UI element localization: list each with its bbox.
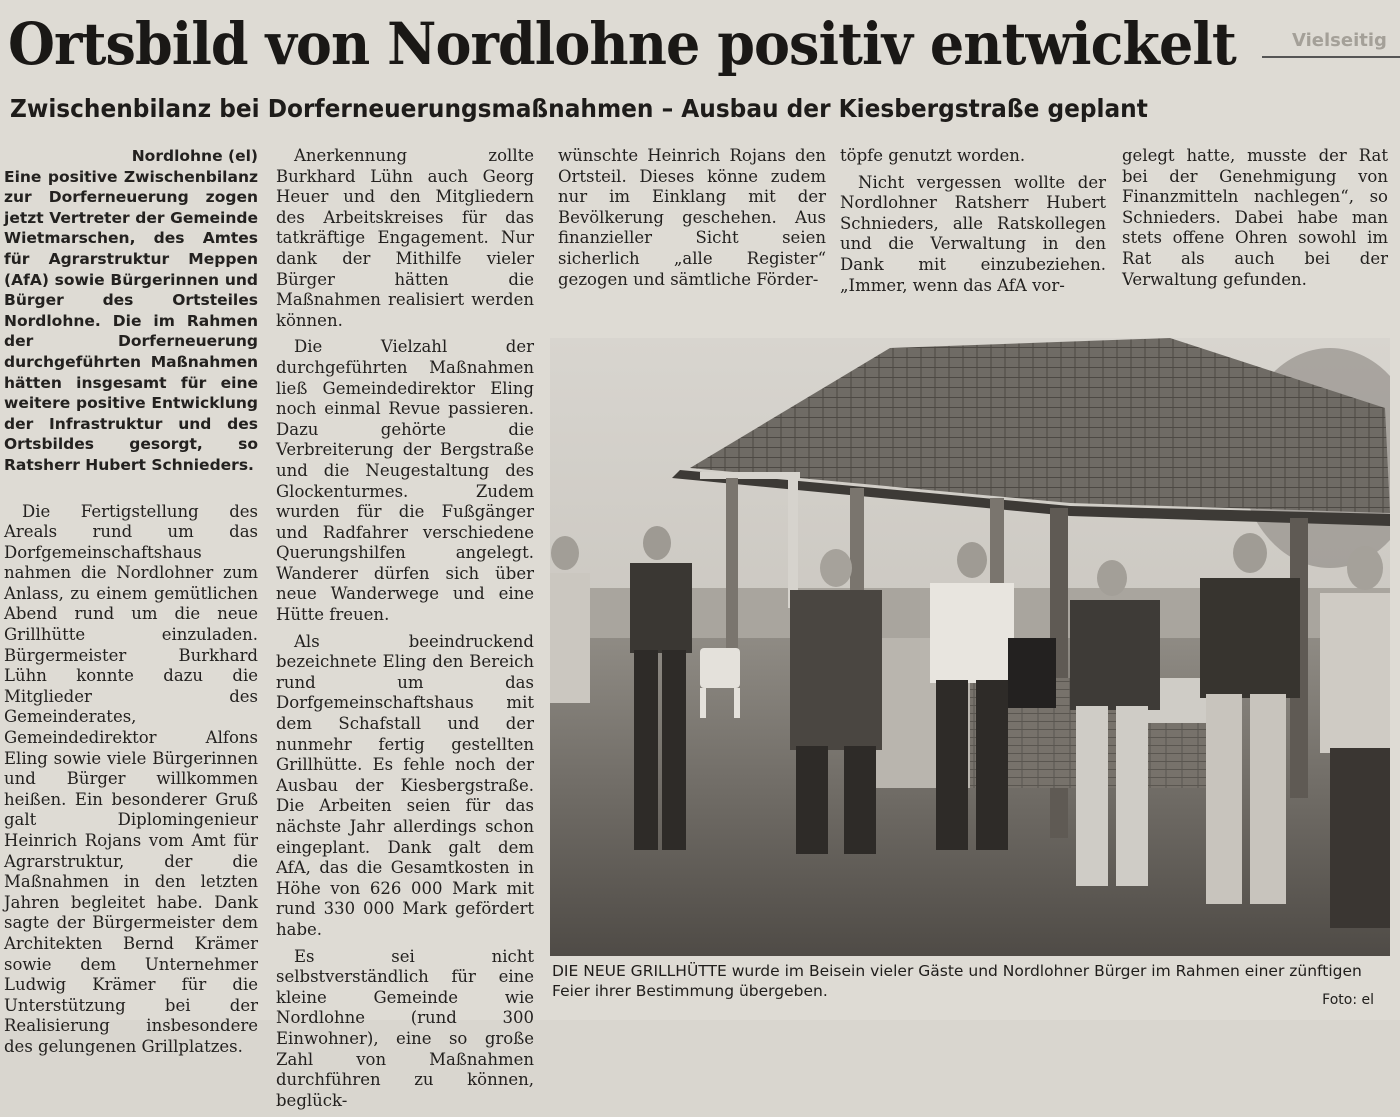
article-column-1 bbox=[4, 146, 258, 1064]
article-column-4 bbox=[840, 146, 1106, 302]
adjacent-article-label: Vielseitig bbox=[1292, 30, 1387, 51]
photo-illustration bbox=[550, 338, 1390, 956]
article-paragraph: Die Vielzahl der durchgeführten Maßnahmen ließ Gemeindedirektor Eling noch einmal Revue passieren. Dazu gehörte die Verbreiterung der Bergstraße und die Neugestaltung des Glockenturmes. Zudem wurden für die Fußgänger und Radfahrer verschiedene Querungshilfen angelegt. Wanderer dürfen sich über neue Wanderwege und eine Hütte freuen. bbox=[276, 337, 534, 625]
article-paragraph: wünschte Heinrich Rojans den Ortsteil. Dieses könne zudem nur im Einklang mit der Bevölkerung geschehen. Aus finanzieller Sicht seien sicherlich „alle Register“ gezogen und sämtliche Förder- bbox=[558, 146, 826, 289]
caption-text: wurde im Beisein vieler Gäste und Nordlohner Bürger im Rahmen einer zünftigen Feier ihrer Bestimmung übergeben. bbox=[552, 962, 1362, 1000]
article-paragraph: Nicht vergessen wollte der Nordlohner Ratsherr Hubert Schnieders, alle Ratskollegen und die Verwaltung in den Dank mit einzubeziehen. „Immer, wenn das AfA vor- bbox=[840, 172, 1106, 295]
caption-lead-in: DIE NEUE GRILLHÜTTE bbox=[552, 962, 727, 980]
article-headline: Ortsbild von Nordlohne positiv entwickelt bbox=[8, 10, 1236, 78]
photo-credit: Foto: el bbox=[1322, 992, 1374, 1008]
photo-caption bbox=[552, 961, 1382, 1001]
column-rule bbox=[1262, 56, 1400, 58]
article-paragraph: gelegt hatte, musste der Rat bei der Genehmigung von Finanzmitteln nachlegen“, so Schnieders. Dabei habe man stets offene Ohren sowohl im Rat als auch bei der Verwaltung gefunden. bbox=[1122, 146, 1388, 289]
article-column-5 bbox=[1122, 146, 1388, 296]
article-lead bbox=[4, 146, 258, 476]
article-dateline: Nordlohne (el) bbox=[131, 147, 258, 165]
article-column-2 bbox=[276, 146, 534, 1117]
grill-hut-photo bbox=[550, 338, 1390, 956]
article-paragraph: töpfe genutzt worden. bbox=[840, 146, 1026, 165]
article-paragraph: Es sei nicht selbstverständlich für eine kleine Gemeinde wie Nordlohne (rund 300 Einwohner), eine so große Zahl von Maßnahmen durchführen zu können, beglück- bbox=[276, 946, 534, 1110]
article-column-3 bbox=[558, 146, 826, 296]
article-paragraph: Die Fertigstellung des Areals rund um das Dorfgemeinschaftshaus nahmen die Nordlohner zum Anlass, zu einem gemütlichen Abend rund um die neue Grillhütte einzuladen. Bürgermeister Burkhard Lühn konnte dazu die Mitglieder des Gemeinderates, Gemeindedirektor Alfons Eling sowie viele Bürgerinnen und Bürger willkommen heißen. Ein besonderer Gruß galt Diplomingenieur Heinrich Rojans vom Amt für Agrarstruktur, der die Maßnahmen in den letzten Jahren begleitet habe. Dank sagte der Bürgermeister dem Architekten Bernd Krämer sowie dem Unternehmer Ludwig Krämer für die Unterstützung bei der Realisierung insbesondere des gelungenen Grillplatzes. bbox=[4, 501, 258, 1056]
article-paragraph: Anerkennung zollte Burkhard Lühn auch Georg Heuer und den Mitgliedern des Arbeitskreises für das tatkräftige Engagement. Nur dank der Mithilfe vieler Bürger hätten die Maßnahmen realisiert werden können. bbox=[276, 146, 534, 330]
article-subheadline: Zwischenbilanz bei Dorferneuerungsmaßnahmen – Ausbau der Kiesbergstraße geplant bbox=[10, 94, 1148, 123]
article-paragraph: Als beeindruckend bezeichnete Eling den Bereich rund um das Dorfgemeinschaftshaus mit dem Schafstall und der nunmehr fertig gestellten Grillhütte. Es fehle noch der Ausbau der Kiesbergstraße. Die Arbeiten seien für das nächste Jahr allerdings schon eingeplant. Dank galt dem AfA, das die Gesamtkosten in Höhe von 626 000 Mark mit rund 330 000 Mark gefördert habe. bbox=[276, 631, 534, 939]
article-lead-text: Eine positive Zwischenbilanz zur Dorferneuerung zogen jetzt Vertreter der Gemeinde Wietmarschen, des Amtes für Agrarstruktur Meppen (AfA) sowie Bürgerinnen und Bürger des Ortsteiles Nordlohne. Die im Rahmen der Dorferneuerung durchgeführten Maßnahmen hätten insgesamt für eine weitere positive Entwicklung der Infrastruktur und des Ortsbildes gesorgt, so Ratsherr Hubert Schnieders. bbox=[4, 167, 258, 474]
